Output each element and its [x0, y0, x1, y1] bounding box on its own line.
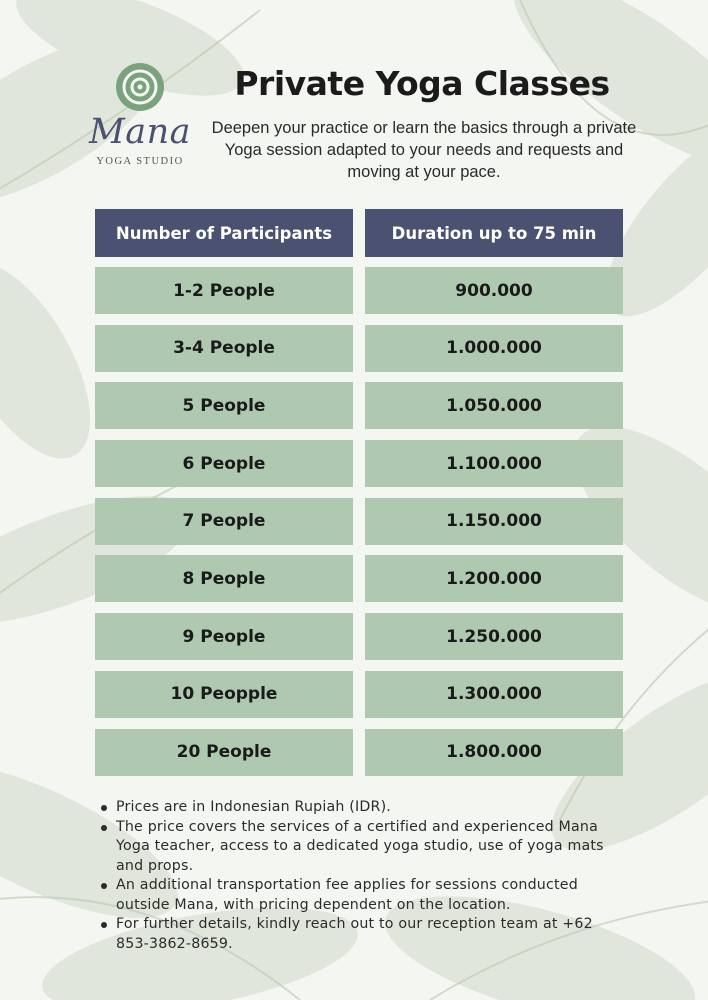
- page-title: Private Yoga Classes: [234, 64, 610, 103]
- table-row: [95, 440, 623, 487]
- table-row: [95, 613, 623, 660]
- price-cell: 1.250.000: [365, 613, 623, 660]
- price-cell: 1.100.000: [365, 440, 623, 487]
- table-header-row: [95, 209, 623, 257]
- price-cell: 1.000.000: [365, 325, 623, 372]
- price-cell: 1.200.000: [365, 555, 623, 602]
- participants-cell: 1-2 People: [95, 267, 353, 314]
- table-row: [95, 325, 623, 372]
- column-header-duration: Duration up to 75 min: [365, 209, 623, 257]
- note-item: For further details, kindly reach out to our reception team at +62 853-3862-8659.: [98, 915, 618, 954]
- table-row: [95, 382, 623, 429]
- table-row: [95, 555, 623, 602]
- column-header-participants: Number of Participants: [95, 209, 353, 257]
- note-item: Prices are in Indonesian Rupiah (IDR).: [98, 798, 618, 818]
- participants-cell: 10 Peopple: [95, 671, 353, 718]
- note-item: The price covers the services of a certified and experienced Mana Yoga teacher, access to a dedicated yoga studio, use of yoga mats and props.: [98, 818, 618, 877]
- price-cell: 1.300.000: [365, 671, 623, 718]
- participants-cell: 6 People: [95, 440, 353, 487]
- table-row: [95, 498, 623, 545]
- table-row: [95, 729, 623, 776]
- table-row: [95, 671, 623, 718]
- participants-cell: 3-4 People: [95, 325, 353, 372]
- participants-cell: 5 People: [95, 382, 353, 429]
- price-cell: 900.000: [365, 267, 623, 314]
- note-item: An additional transportation fee applies for sessions conducted outside Mana, with pricing dependent on the location.: [98, 876, 618, 915]
- participants-cell: 8 People: [95, 555, 353, 602]
- logo-wordmark: Mana: [88, 112, 192, 152]
- participants-cell: 9 People: [95, 613, 353, 660]
- notes-list: [98, 798, 618, 954]
- participants-cell: 7 People: [95, 498, 353, 545]
- price-cell: 1.800.000: [365, 729, 623, 776]
- price-cell: 1.150.000: [365, 498, 623, 545]
- table-row: [95, 267, 623, 314]
- page-subtitle: Deepen your practice or learn the basics through a private Yoga session adapted to your needs and requests and moving at your pace.: [211, 119, 637, 181]
- studio-logo: [88, 62, 192, 172]
- participants-cell: 20 People: [95, 729, 353, 776]
- spiral-logo-icon: [115, 62, 165, 112]
- price-cell: 1.050.000: [365, 382, 623, 429]
- logo-tagline: YOGA STUDIO: [96, 156, 184, 167]
- price-table: [95, 209, 623, 786]
